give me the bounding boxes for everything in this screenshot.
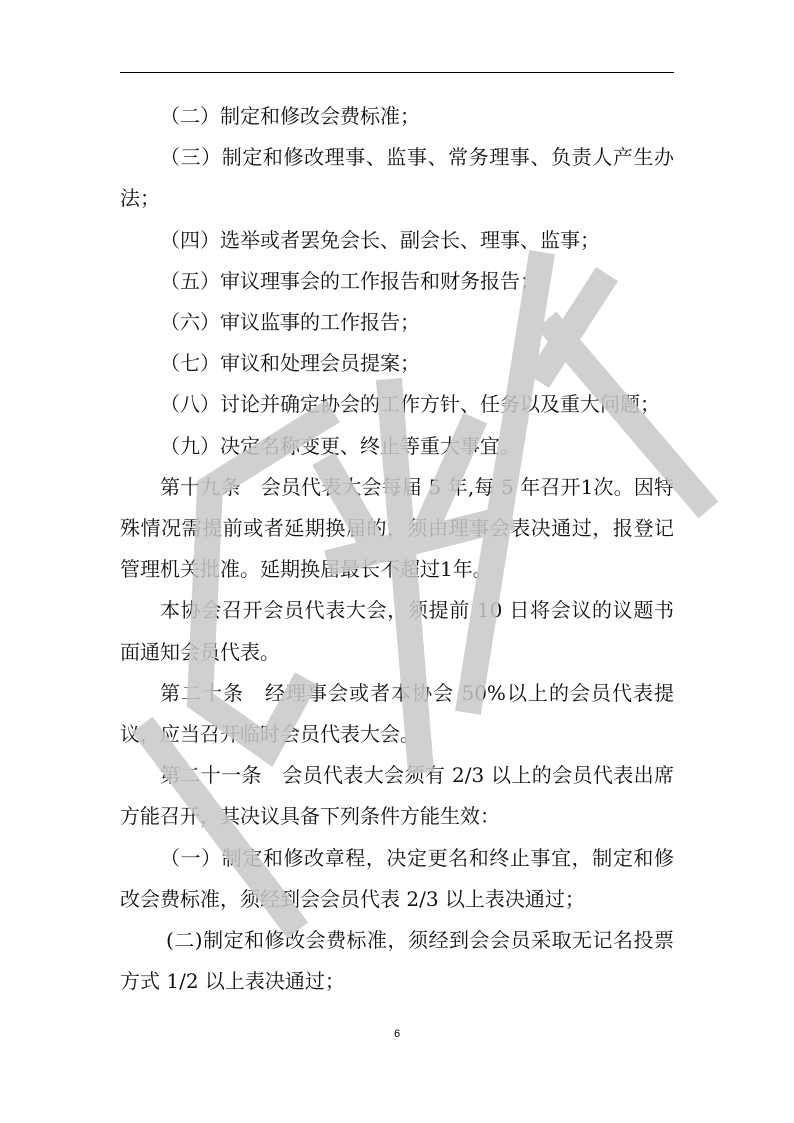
paragraph: 本协会召开会员代表大会，须提前 10 日将会议的议题书面通知会员代表。 [120,598,674,664]
paragraph: （三）制定和修改理事、监事、常务理事、负责人产生办法； [120,145,674,211]
paragraph: (二)制定和修改会费标准，须经到会会员采取无记名投票方式 1/2 以上表决通过； [120,928,674,994]
paragraph: （四）选举或者罢免会长、副会长、理事、监事； [160,227,600,252]
paragraph: （九）决定名称变更、终止等重大事宜。 [160,433,520,458]
page-number: 6 [393,1028,401,1040]
paragraph: （七）审议和处理会员提案； [160,351,420,376]
paragraph: （一）制定和修改章程，决定更名和终止事宜，制定和修改会费标准，须经到会会员代表 2/3 以上表决通过； [120,845,674,911]
paragraph: 第十九条 会员代表大会每届 5 年,每 5 年召开1次。因特殊情况需提前或者延期换届的，须由理事会表决通过，报登记管理机关批准。延期换届最长不超过1年。 [120,474,674,582]
paragraph: （六）审议监事的工作报告； [160,310,420,335]
paragraph: （二）制定和修改会费标准； [160,104,420,128]
paragraph: （五）审议理事会的工作报告和财务报告； [160,268,540,293]
paragraph: 第二十条 经理事会或者本协会 50%以上的会员代表提议，应当召开临时会员代表大会。 [120,680,674,747]
body-text [120,96,674,1002]
paragraph: （八）讨论并确定协会的工作方针、任务以及重大问题； [160,392,660,417]
header-rule [120,72,674,73]
paragraph: 第二十一条 会员代表大会须有 2/3 以上的会员代表出席方能召开，其决议具备下列条件方能生效： [120,763,674,829]
